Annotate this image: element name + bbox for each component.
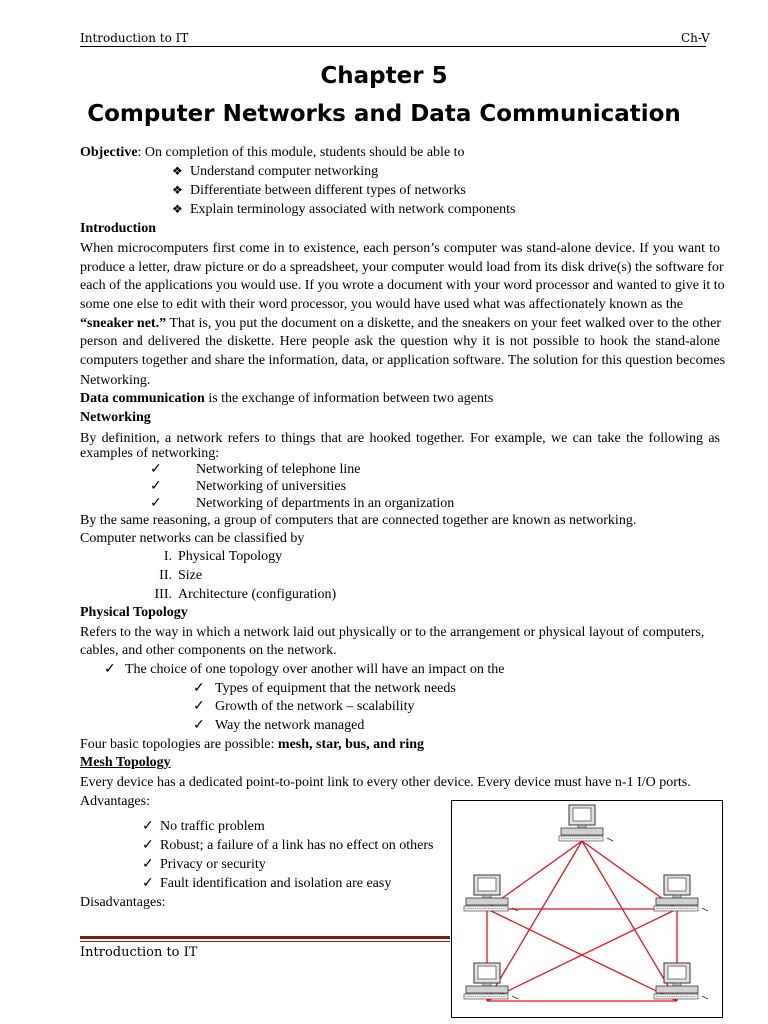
- networking-example: ✓ Networking of departments in an organization: [150, 496, 455, 511]
- networking-example: ✓ Networking of telephone line: [150, 462, 361, 477]
- computer-icon: [654, 875, 708, 911]
- physical-topology-text: Refers to the way in which a network laid out physically or to the arrangement or physical layout of computers,: [80, 625, 705, 640]
- topology-impact: ✓ Way the network managed: [193, 718, 365, 733]
- check-bullet-icon: ✓: [150, 462, 162, 477]
- computer-icon: [559, 805, 613, 841]
- topology-impact: ✓ Growth of the network – scalability: [193, 699, 415, 714]
- mesh-network-diagram: [452, 801, 722, 1017]
- objective-item: ❖ Differentiate between different types of networks: [172, 183, 466, 198]
- check-bullet-icon: ✓: [193, 718, 205, 733]
- advantage-item: ✓ Fault identification and isolation are easy: [142, 876, 392, 891]
- class-item: III. Architecture (configuration): [154, 587, 337, 602]
- intro-line: When microcomputers first come in to existence, each person’s computer was stand-alone device. If you want to: [80, 241, 720, 256]
- networking-definition: By definition, a network refers to things that are hooked together. For example, we can take the following as: [80, 431, 720, 446]
- introduction-heading: Introduction: [80, 221, 156, 236]
- running-header-right: Ch-V: [681, 31, 710, 45]
- check-bullet-icon: ✓: [150, 496, 162, 511]
- topology-impact: ✓ Types of equipment that the network needs: [193, 681, 456, 696]
- chapter-title: Chapter 5: [320, 63, 448, 89]
- mesh-description: Every device has a dedicated point-to-point link to every other device. Every device must have n-1 I/O ports.: [80, 775, 691, 790]
- mesh-topology-heading: Mesh Topology: [80, 755, 171, 770]
- check-bullet-icon: ✓: [142, 876, 154, 891]
- advantages-label: Advantages:: [80, 794, 150, 809]
- footer-rule-thin: [80, 941, 450, 942]
- intro-sneaker-line: “sneaker net.” That is, you put the document on a diskette, and the sneakers on your feet walked over to the other: [80, 316, 721, 331]
- four-topologies-line: Four basic topologies are possible: mesh, star, bus, and ring: [80, 737, 425, 752]
- objective-text: : On completion of this module, students should be able to: [137, 145, 465, 160]
- advantage-item: ✓ Privacy or security: [142, 857, 266, 872]
- mesh-topology-figure: [451, 800, 723, 1018]
- intro-line: produce a letter, draw picture or do a spreadsheet, your computer would load from its disk drive(s) the software for: [80, 260, 724, 275]
- advantage-item: ✓ Robust; a failure of a link has no effect on others: [142, 838, 434, 853]
- check-bullet-icon: ✓: [142, 819, 154, 834]
- running-header-left: Introduction to IT: [80, 31, 189, 45]
- footer-text: Introduction to IT: [80, 945, 198, 960]
- classified-line: Computer networks can be classified by: [80, 531, 305, 546]
- check-bullet-icon: ✓: [193, 681, 205, 696]
- objective-item: ❖ Understand computer networking: [172, 164, 379, 179]
- diamond-bullet-icon: ❖: [172, 183, 183, 197]
- class-item: I. Physical Topology: [163, 549, 283, 564]
- intro-line: each of the applications you would use. If you wrote a document with your word processor and wanted to give it to: [80, 278, 725, 293]
- networking-definition: examples of networking:: [80, 446, 220, 461]
- objective-line: [80, 144, 465, 161]
- objective-label: Objective: [80, 145, 138, 160]
- check-bullet-icon: ✓: [142, 838, 154, 853]
- footer-rule: [80, 936, 450, 939]
- same-reasoning-line: By the same reasoning, a group of computers that are connected together are known as networking.: [80, 513, 637, 528]
- class-item: II. Size: [159, 568, 203, 583]
- mesh-links: [487, 841, 677, 1001]
- data-communication-line: Data communication is the exchange of information between two agents: [80, 391, 494, 406]
- check-bullet-icon: ✓: [104, 662, 116, 677]
- header-rule: [80, 46, 706, 47]
- physical-topology-text: cables, and other components on the network.: [80, 643, 337, 658]
- networking-heading: Networking: [80, 410, 151, 425]
- chapter-subtitle: Computer Networks and Data Communication: [87, 101, 681, 127]
- check-bullet-icon: ✓: [150, 479, 162, 494]
- physical-topology-heading: Physical Topology: [80, 605, 188, 620]
- intro-line: person and delivered the diskette. Here people ask the question why it is not possible to hook the stand-alone: [80, 334, 720, 349]
- intro-line: some one else to edit with their word processor, you would have used what was affectionately known as the: [80, 297, 683, 312]
- disadvantages-label: Disadvantages:: [80, 895, 166, 910]
- check-bullet-icon: ✓: [193, 699, 205, 714]
- diamond-bullet-icon: ❖: [172, 164, 183, 178]
- networking-example: ✓ Networking of universities: [150, 479, 347, 494]
- intro-line: computers together and share the information, data, or application software. The solution for this question becomes: [80, 353, 726, 368]
- check-bullet-icon: ✓: [142, 857, 154, 872]
- advantage-item: ✓ No traffic problem: [142, 819, 265, 834]
- diamond-bullet-icon: ❖: [172, 202, 183, 216]
- objective-item: ❖ Explain terminology associated with network components: [172, 202, 516, 217]
- intro-last-line: Networking.: [80, 373, 151, 388]
- topology-choice: ✓ The choice of one topology over another will have an impact on the: [104, 662, 505, 677]
